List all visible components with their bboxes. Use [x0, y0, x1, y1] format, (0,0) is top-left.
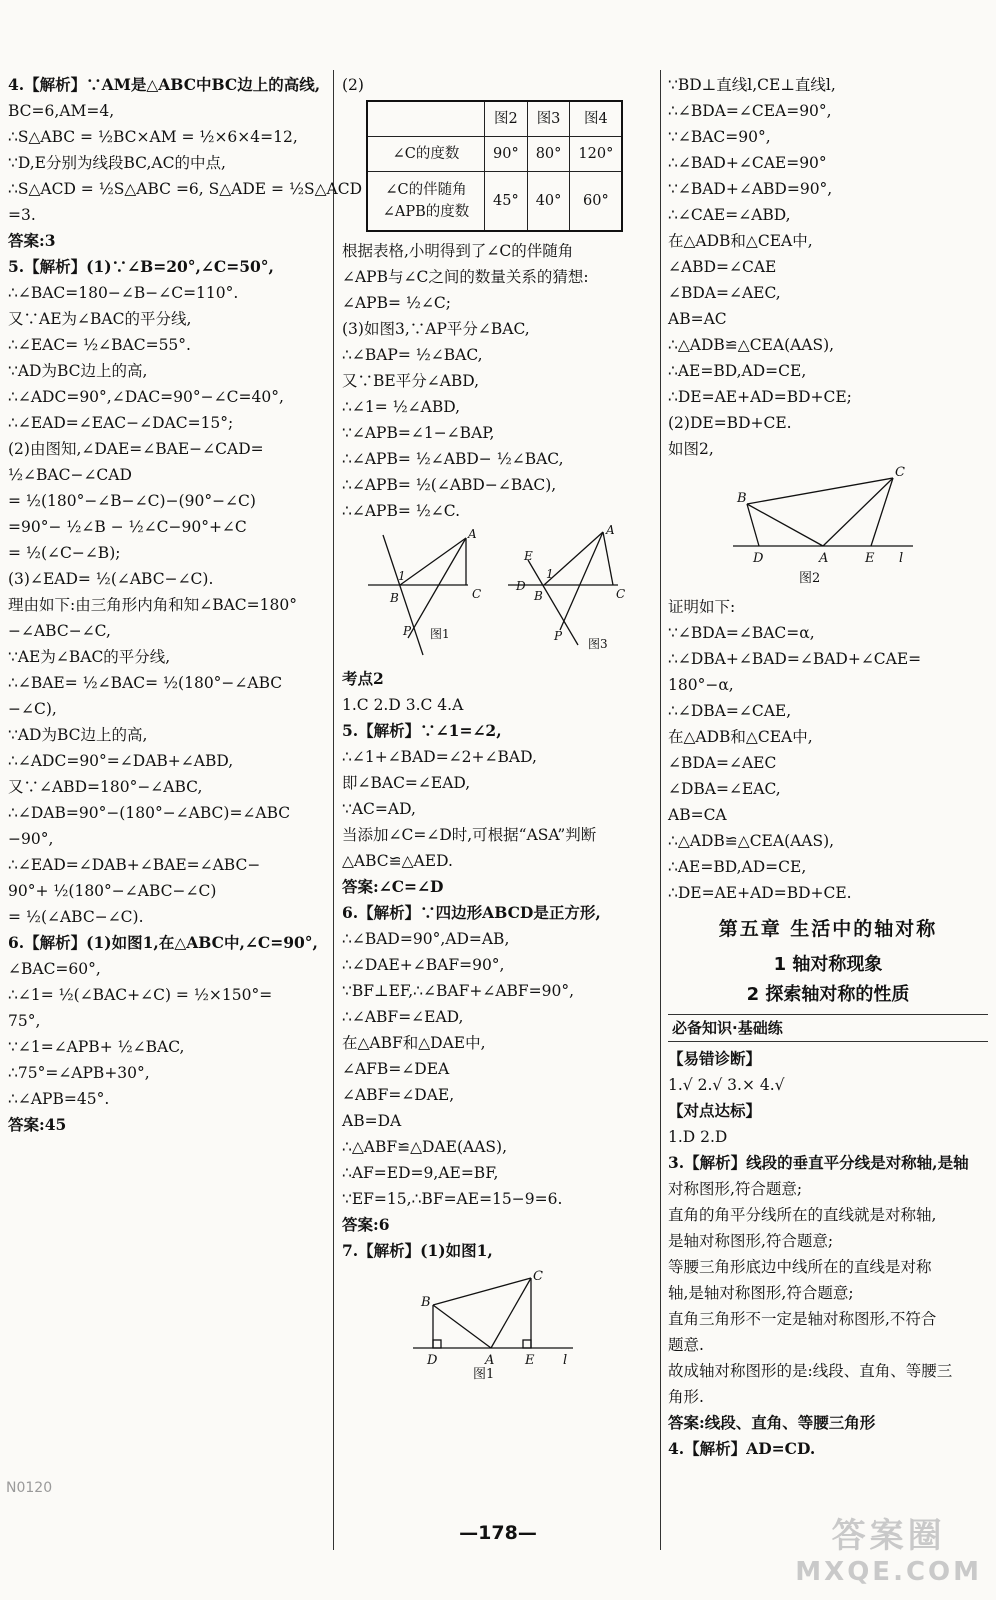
text-line: 答案:∠C=∠D — [342, 877, 444, 896]
text-line: = ½(∠ABC−∠C). — [8, 908, 144, 926]
fig72-label-l: l — [899, 551, 904, 566]
text-line: ∴∠ADC=90°,∠DAC=90°−∠C=40°, — [8, 388, 284, 406]
page-number: —178— — [459, 1522, 537, 1544]
table-cell: 45° — [485, 172, 528, 232]
col2-mid — [342, 238, 654, 524]
col2-top — [342, 72, 654, 98]
text-line: ∠APB= ½∠C; — [342, 294, 452, 312]
fig1-caption: 图1 — [430, 627, 450, 641]
text-line: ∴∠ADC=90°=∠DAB+∠ABD, — [8, 752, 234, 770]
text-line: ∴∠APB= ½∠C. — [342, 502, 461, 520]
text-line: ∴∠DBA=∠CAE, — [668, 702, 792, 720]
fig3-label-1: 1 — [546, 567, 554, 581]
table-cell: 90° — [485, 137, 528, 172]
table-cell: 图4 — [570, 101, 622, 137]
fig-label-A: A — [468, 527, 477, 541]
text-line: ∵∠BAD+∠ABD=90°, — [668, 180, 833, 198]
text-line: ∵AE为∠BAC的平分线, — [8, 648, 171, 666]
figure-7-1 — [413, 1270, 583, 1380]
fig-label-1: 1 — [398, 569, 406, 583]
col3-mid — [668, 594, 988, 906]
table-cell — [367, 101, 485, 137]
text-line: (3)如图3,∵AP平分∠BAC, — [342, 320, 530, 338]
table-cell: 40° — [527, 172, 570, 232]
text-line: (3)∠EAD= ½(∠ABC−∠C). — [8, 570, 214, 588]
text-line: 当添加∠C=∠D时,可根据“ASA”判断 — [342, 826, 597, 844]
fig7-label-E: E — [525, 1353, 535, 1368]
text-line: ∵AD为BC边上的高, — [8, 362, 148, 380]
text-line: ∴∠1= ½(∠BAC+∠C) = ½×150°= — [8, 986, 273, 1004]
fig-label-P: P — [403, 624, 412, 638]
fig3-label-B: B — [534, 589, 543, 603]
text-line: ∵D,E分别为线段BC,AC的中点, — [8, 154, 226, 172]
text-line: △ABC≌△AED. — [342, 852, 453, 870]
table-cell: ∠C的伴随角∠APB的度数 — [367, 172, 485, 232]
text-line: ∴S△ABC = ½BC×AM = ½×6×4=12, — [8, 128, 298, 146]
text-line: =90°− ½∠B − ½∠C−90°+∠C — [8, 518, 247, 536]
text-line: ∠BDA=∠AEC, — [668, 284, 781, 302]
data-table — [366, 100, 623, 232]
text-line: ½∠BAC−∠CAD — [8, 466, 132, 484]
text-line: ∵EF=15,∴BF=AE=15−9=6. — [342, 1190, 563, 1208]
text-line: ∴∠DAE+∠BAF=90°, — [342, 956, 505, 974]
fig7-1-caption: 图1 — [473, 1367, 495, 1382]
text-line: ∵AD为BC边上的高, — [8, 726, 148, 744]
fig7-label-B: B — [421, 1295, 431, 1310]
text-line: 6.【解析】(1)如图1,在△ABC中,∠C=90°, — [8, 933, 318, 952]
text-line: ∴DE=AE+AD=BD+CE; — [668, 388, 852, 406]
text-line: 6.【解析】∵四边形ABCD是正方形, — [342, 903, 601, 922]
section-title-2: 2 探索轴对称的性质 — [746, 984, 910, 1005]
text-line: = ½(∠C−∠B); — [8, 544, 121, 562]
text-line: 直角三角形不一定是轴对称图形,不符合 — [668, 1310, 937, 1328]
text-line: 180°−α, — [668, 676, 734, 694]
text-line: 考点2 — [342, 669, 384, 688]
text-line: ∵AC=AD, — [342, 800, 416, 818]
text-line: ∴∠CAE=∠ABD, — [668, 206, 791, 224]
text-line: ∴△ABF≌△DAE(AAS), — [342, 1138, 507, 1156]
text-line: ∴∠BAC=180−∠B−∠C=110°. — [8, 284, 239, 302]
text-line: ∵∠1=∠APB+ ½∠BAC, — [8, 1038, 185, 1056]
text-line: 对称图形,符合题意; — [668, 1180, 803, 1198]
text-line: ∠AFB=∠DEA — [342, 1060, 450, 1078]
table-header-row — [367, 101, 622, 137]
text-line: ∵∠BDA=∠BAC=α, — [668, 624, 815, 642]
fig3-caption: 图3 — [588, 637, 608, 651]
figure-7-2 — [733, 465, 923, 588]
text-line: ∵BD⊥直线l,CE⊥直线l, — [668, 76, 836, 94]
text-line: ∴∠APB= ½(∠ABD−∠BAC), — [342, 476, 557, 494]
text-line: ∴∠BAP= ½∠BAC, — [342, 346, 483, 364]
text-line: BC=6,AM=4, — [8, 102, 115, 120]
col2-bottom — [342, 666, 654, 1264]
text-line: 答案:3 — [8, 231, 56, 250]
text-line: ∠ABF=∠DAE, — [342, 1086, 455, 1104]
text-line: 在△ADB和△CEA中, — [668, 232, 813, 250]
text-line: ∴∠BDA=∠CEA=90°, — [668, 102, 832, 120]
text-line: 【易错诊断】 — [668, 1049, 762, 1068]
column-3 — [668, 72, 988, 1462]
fig7-2-caption: 图2 — [799, 571, 821, 586]
text-line: 题意. — [668, 1336, 704, 1354]
table-cell: 图2 — [485, 101, 528, 137]
text-line: ∴△ADB≌△CEA(AAS), — [668, 832, 835, 850]
text-line: 又∵∠ABD=180°−∠ABC, — [8, 778, 203, 796]
text-line: 等腰三角形底边中线所在的直线是对称 — [668, 1258, 932, 1276]
text-line: 轴,是轴对称图形,符合题意; — [668, 1284, 854, 1302]
fig-label-B: B — [390, 591, 399, 605]
table-cell: 120° — [570, 137, 622, 172]
text-line: 答案:6 — [342, 1215, 390, 1234]
text-line: −∠ABC−∠C, — [8, 622, 111, 640]
text-line: ∠BAC=60°, — [8, 960, 101, 978]
text-line: 在△ABF和△DAE中, — [342, 1034, 486, 1052]
text-line: ∴∠1= ½∠ABD, — [342, 398, 461, 416]
text-line: −∠C), — [8, 700, 57, 718]
text-line: 角形. — [668, 1388, 704, 1406]
text-line: 又∵AE为∠BAC的平分线, — [8, 310, 192, 328]
text-line: 90°+ ½(180°−∠ABC−∠C) — [8, 882, 217, 900]
text-line: (2)DE=BD+CE. — [668, 414, 792, 432]
text-line: ∠APB与∠C之间的数量关系的猜想: — [342, 268, 589, 286]
text-line: (2)由图知,∠DAE=∠BAE−∠CAD= — [8, 440, 264, 458]
text-line: ∴∠BAD+∠CAE=90° — [668, 154, 827, 172]
fig3-label-E: E — [524, 549, 533, 563]
text-line: 答案:45 — [8, 1115, 67, 1134]
text-line: ∴S△ACD = ½S△ABC =6, S△ADE = ½S△ACD — [8, 180, 363, 198]
fig3-label-D: D — [516, 579, 526, 593]
text-line: ∵∠BAC=90°, — [668, 128, 771, 146]
text-line: 是轴对称图形,符合题意; — [668, 1232, 834, 1250]
fig3-label-C: C — [616, 587, 626, 601]
fig7-label-A: A — [485, 1353, 495, 1368]
text-line: 5.【解析】(1)∵∠B=20°,∠C=50°, — [8, 257, 274, 276]
text-line: ∴∠1+∠BAD=∠2+∠BAD, — [342, 748, 537, 766]
text-line: ∠ABD=∠CAE — [668, 258, 777, 276]
text-line: =3. — [8, 206, 36, 224]
text-line: ∴AE=BD,AD=CE, — [668, 858, 807, 876]
text-line: ∴DE=AE+AD=BD+CE. — [668, 884, 852, 902]
table-row — [367, 137, 622, 172]
text-line: ∵∠APB=∠1−∠BAP, — [342, 424, 495, 442]
table-cell: ∠C的度数 — [367, 137, 485, 172]
text-line: −90°, — [8, 830, 54, 848]
text-line: ∴∠BAE= ½∠BAC= ½(180°−∠ABC — [8, 674, 283, 692]
watermark-line-1: 答案圈 — [831, 1516, 946, 1556]
text-line: (2) — [342, 76, 364, 94]
col3-bottom — [668, 1046, 988, 1462]
text-line: ∴∠EAC= ½∠BAC=55°. — [8, 336, 191, 354]
text-line: AB=DA — [342, 1112, 402, 1130]
text-line: 理由如下:由三角形内角和知∠BAC=180° — [8, 596, 297, 614]
text-line: ∴AF=ED=9,AE=BF, — [342, 1164, 499, 1182]
fig72-label-E: E — [865, 551, 875, 566]
column-divider-1 — [333, 70, 334, 1550]
text-line: = ½(180°−∠B−∠C)−(90°−∠C) — [8, 492, 256, 510]
text-line: ∴AE=BD,AD=CE, — [668, 362, 807, 380]
text-line: ∴75°=∠APB+30°, — [8, 1064, 150, 1082]
text-line: 故成轴对称图形的是:线段、直角、等腰三 — [668, 1362, 953, 1380]
fig7-label-l: l — [563, 1353, 568, 1368]
text-line: ∴∠ABF=∠EAD, — [342, 1008, 464, 1026]
text-line: ∴∠BAD=90°,AD=AB, — [342, 930, 510, 948]
text-line: 如图2, — [668, 440, 714, 458]
watermark — [795, 1508, 982, 1587]
table-cell: 图3 — [527, 101, 570, 137]
fig7-label-D: D — [427, 1353, 438, 1368]
text-line: ∴△ADB≌△CEA(AAS), — [668, 336, 835, 354]
text-line: 证明如下: — [668, 598, 736, 616]
text-line: ∴∠DAB=90°−(180°−∠ABC)=∠ABC — [8, 804, 291, 822]
text-line: ∴∠DBA+∠BAD=∠BAD+∠CAE= — [668, 650, 922, 668]
text-line: 4.【解析】AD=CD. — [668, 1439, 816, 1458]
text-line: 在△ADB和△CEA中, — [668, 728, 813, 746]
watermark-line-2: MXQE.COM — [795, 1557, 982, 1587]
text-line: 1.D 2.D — [668, 1128, 728, 1146]
text-line: 又∵BE平分∠ABD, — [342, 372, 480, 390]
text-line: AB=AC — [668, 310, 727, 328]
text-line: 1.C 2.D 3.C 4.A — [342, 696, 464, 714]
column-divider-2 — [660, 70, 661, 1550]
col3-top — [668, 72, 988, 462]
text-line: 3.【解析】线段的垂直平分线是对称轴,是轴 — [668, 1153, 969, 1172]
fig72-label-C: C — [895, 465, 905, 480]
text-line: 75°, — [8, 1012, 41, 1030]
text-line: ∠DBA=∠EAC, — [668, 780, 781, 798]
section-bar: 必备知识·基础练 — [668, 1014, 988, 1042]
fig72-label-A: A — [819, 551, 829, 566]
side-code: N0120 — [6, 1480, 53, 1496]
fig72-label-D: D — [753, 551, 764, 566]
text-line: ∴∠EAD=∠DAB+∠BAE=∠ABC− — [8, 856, 261, 874]
fig7-label-C: C — [533, 1269, 543, 1284]
text-line: 答案:线段、直角、等腰三角形 — [668, 1413, 876, 1432]
table-cell: 80° — [527, 137, 570, 172]
text-line: 直角的角平分线所在的直线就是对称轴, — [668, 1206, 937, 1224]
fig3-label-A: A — [606, 523, 615, 537]
fig72-label-B: B — [737, 491, 747, 506]
text-line: ∴∠APB= ½∠ABD− ½∠BAC, — [342, 450, 564, 468]
text-line: 7.【解析】(1)如图1, — [342, 1241, 493, 1260]
text-line: 4.【解析】∵AM是△ABC中BC边上的高线, — [8, 75, 321, 94]
table-row — [367, 172, 622, 232]
text-line: ∴∠EAD=∠EAC−∠DAC=15°; — [8, 414, 234, 432]
text-line: 即∠BAC=∠EAD, — [342, 774, 471, 792]
fig-label-C: C — [472, 587, 482, 601]
table-cell: 60° — [570, 172, 622, 232]
text-line: 【对点达标】 — [668, 1101, 762, 1120]
text-line: AB=CA — [668, 806, 727, 824]
text-line: 5.【解析】∵∠1=∠2, — [342, 721, 502, 740]
figure-1-and-3 — [348, 523, 648, 660]
text-line: 根据表格,小明得到了∠C的伴随角 — [342, 242, 574, 260]
text-line: ∠BDA=∠AEC — [668, 754, 777, 772]
text-line: ∴∠APB=45°. — [8, 1090, 110, 1108]
column-2 — [342, 72, 654, 1386]
chapter-title: 第五章 生活中的轴对称 — [718, 918, 938, 940]
fig3-label-P: P — [554, 629, 563, 643]
text-line: 1.√ 2.√ 3.× 4.√ — [668, 1076, 785, 1094]
section-title-1: 1 轴对称现象 — [773, 954, 883, 975]
text-line: ∵BF⊥EF,∴∠BAF+∠ABF=90°, — [342, 982, 575, 1000]
